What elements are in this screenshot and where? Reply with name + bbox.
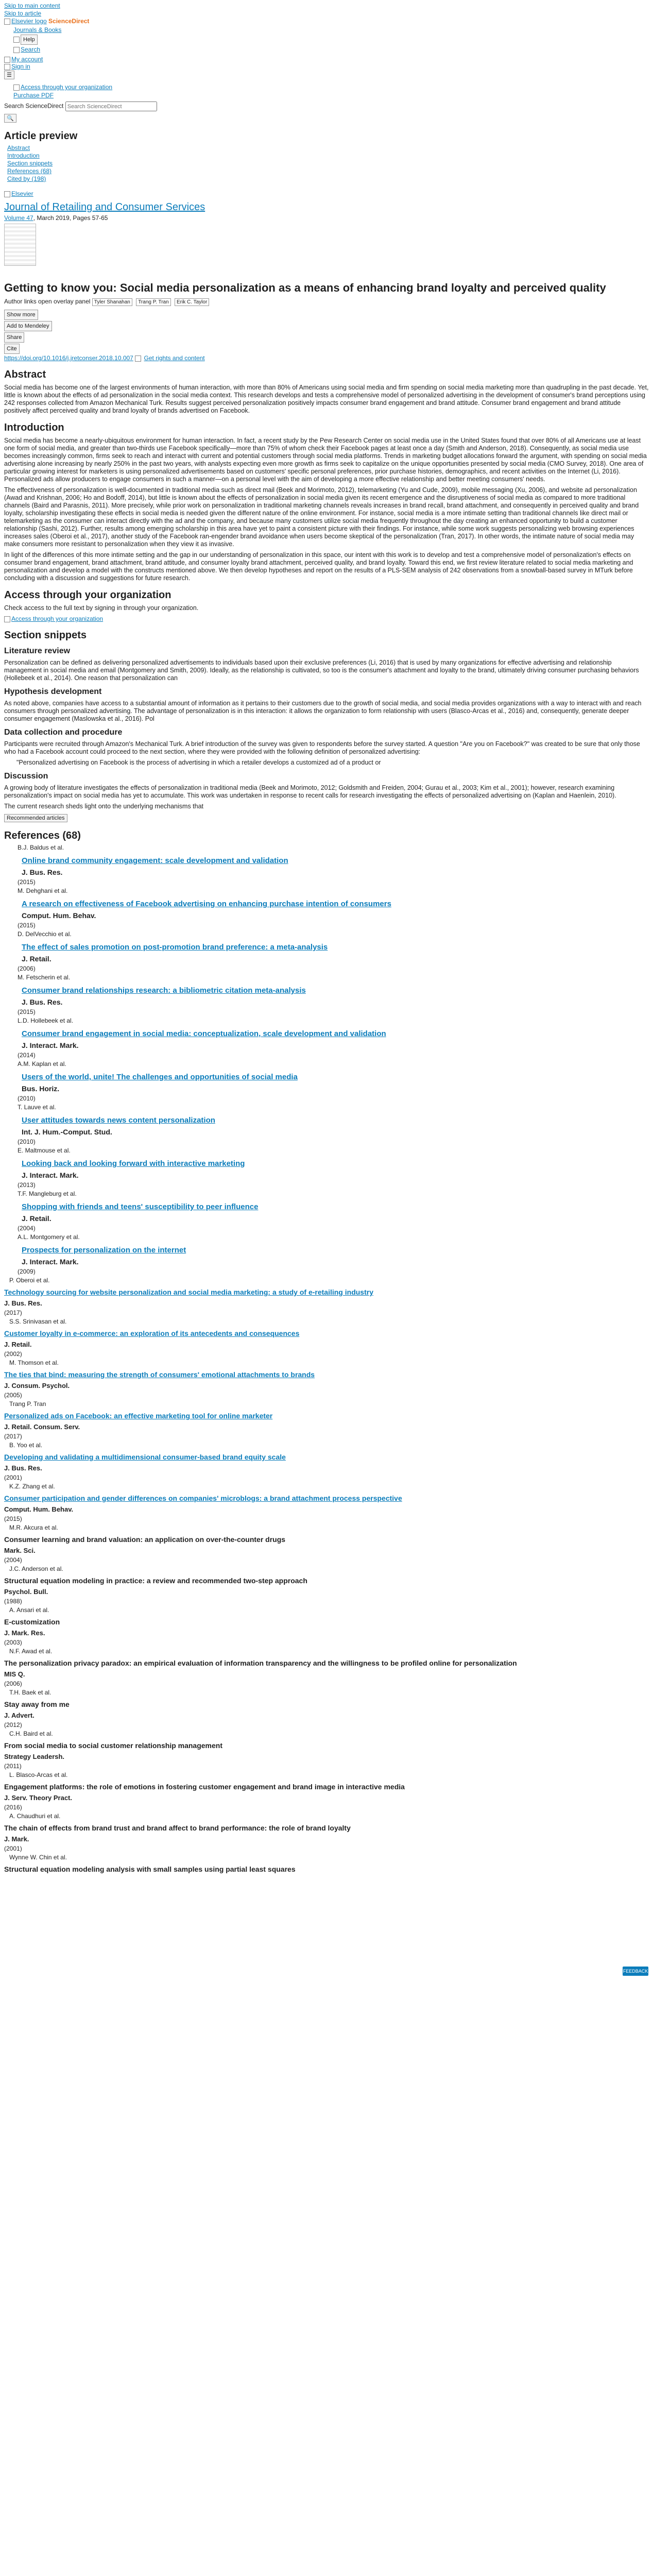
access-text: Check access to the full text by signing in through your organization.	[4, 604, 199, 612]
reference-item	[9, 844, 649, 886]
feedback-button[interactable]: FEEDBACK	[623, 1967, 648, 1976]
journal-title[interactable]: Journal of Retailing and Consumer Services	[4, 201, 205, 213]
institution-icon	[4, 616, 10, 622]
doi-row	[4, 354, 649, 362]
share-button[interactable]: Share	[4, 332, 24, 343]
reference-title-link[interactable]: Prospects for personalization on the internet	[22, 1246, 186, 1255]
reference-year: (2015)	[18, 1008, 36, 1015]
reference-item	[4, 1565, 649, 1605]
reference-journal: Strategy Leadersh.	[4, 1753, 65, 1760]
reference-journal: J. Mark. Res.	[4, 1629, 45, 1637]
rights-link[interactable]: Get rights and content	[144, 354, 205, 362]
reference-journal: J. Serv. Theory Pract.	[4, 1794, 72, 1802]
reference-item	[4, 1689, 649, 1729]
search-label: Search ScienceDirect	[4, 102, 64, 110]
account-area	[4, 56, 649, 80]
reference-authors: L.D. Hollebeek et al.	[18, 1017, 74, 1024]
sciencedirect-logo[interactable]: ScienceDirect	[48, 18, 90, 25]
outline-references[interactable]: References (68)	[7, 167, 52, 175]
reference-title[interactable]: Developing and validating a multidimensional consumer-based brand equity scale	[4, 1453, 286, 1461]
elsevier-link[interactable]: Elsevier	[11, 190, 33, 197]
skip-to-article-link[interactable]: Skip to article	[4, 10, 42, 17]
help-button[interactable]: Help	[21, 35, 38, 45]
reference-year: (2017)	[4, 1309, 22, 1316]
outline-cited-by[interactable]: Cited by (198)	[7, 175, 46, 182]
reference-title: E-customization	[4, 1618, 60, 1626]
abstract-text: Social media has become one of the largest environments of human interaction, with more than 80% of Americans using social media and firm spending on social media marketing more than quadrupling in the past decade. Yet, little is known about the effects of ad personalization in the social media context. This research develops and tests a comprehensive model of personalized advertising in the development of consumer's brand perceptions using 242 responses collected from Amazon Mechanical Turk. Results suggest perceived personalization positively impacts consumer brand engagement and brand attitude. Consumer brand engagement and brand attitude positively affect perceived quality and brand loyalty of brands advertised on Facebook.	[4, 384, 649, 414]
reference-title-link[interactable]: Consumer brand engagement in social media: conceptualization, scale development and validation	[22, 1029, 386, 1038]
author-shanahan[interactable]: Tyler Shanahan	[92, 298, 132, 306]
reference-title: The chain of effects from brand trust and brand affect to brand performance: the role of brand loyalty	[4, 1824, 351, 1832]
reference-year: (2005)	[4, 1392, 22, 1399]
recommended-articles-button[interactable]: Recommended articles	[4, 814, 67, 822]
reference-authors: D. DelVecchio et al.	[18, 930, 72, 938]
hypothesis-text: As noted above, companies have access to a substantial amount of information as it pertains to their customers due to the growth of social media, and social media provides organizations with a way to interact with and reach consumers through personalized advertising. The advantage of personalization is in this interaction: it allows the organization to form relationship with users (Blasco-Arcas et al., 2016) and, consequently, generate deeper consumer engagement (Maslowska et al., 2016). Pol	[4, 700, 642, 722]
reference-authors: B.J. Baldus et al.	[18, 844, 64, 851]
data-collection-text-1: Participants were recruited through Amazon's Mechanical Turk. A brief introduction of the survey was given to respondents before the survey started. A question "Are you on Facebook?" was created to be sure that only those who had a Facebook account could proceed to the next section, where they were provided with the following definition of personalized advertising:	[4, 740, 640, 755]
reference-item	[9, 930, 649, 973]
article-actions	[4, 309, 649, 354]
reference-journal: J. Retail.	[22, 955, 51, 963]
volume-link[interactable]: Volume 47	[4, 214, 33, 222]
reference-item	[4, 1812, 649, 1853]
reference-year: (2001)	[4, 1845, 22, 1852]
discussion-text: A growing body of literature investigates the effects of personalization in traditional media (Beek and Morimoto, 2012; Goldsmith and Freiden, 2004; Gurau et al., 2003; Kim et al., 2001); however, research examining personalization's impact on social media has yet to accumulate. This work was undertaken in response to recent calls for research investigating the effects of personalized advertising on (Kaplan and Haenlein, 2010).	[4, 784, 616, 799]
my-account-link[interactable]: My account	[11, 56, 43, 63]
reference-authors: M.R. Akcura et al.	[9, 1524, 58, 1531]
publisher-logo	[4, 190, 649, 197]
reference-journal: Psychol. Bull.	[4, 1588, 48, 1596]
reference-year: (2017)	[4, 1433, 22, 1440]
reference-title: Engagement platforms: the role of emotions in fostering customer engagement and brand image in interactive media	[4, 1783, 405, 1791]
reference-authors: C.H. Baird et al.	[9, 1730, 53, 1737]
top-nav	[13, 26, 649, 54]
reference-title: From social media to social customer relationship management	[4, 1741, 223, 1750]
hypothesis-heading: Hypothesis development	[4, 687, 102, 696]
reference-title[interactable]: Technology sourcing for website personalization and social media marketing: a study of e-retailing industry	[4, 1288, 373, 1296]
reference-item	[4, 1771, 649, 1811]
reference-journal: J. Advert.	[4, 1711, 35, 1719]
reference-item	[4, 1318, 649, 1358]
abstract-heading: Abstract	[4, 369, 46, 380]
reference-title-link[interactable]: A research on effectiveness of Facebook advertising on enhancing purchase intention of consumers	[22, 900, 391, 908]
section-snippets-heading: Section snippets	[4, 630, 87, 641]
reference-year: (2013)	[18, 1181, 36, 1189]
reference-year: (2010)	[18, 1138, 36, 1145]
access-through-org-link-2[interactable]: Access through your organization	[11, 615, 104, 622]
elsevier-logo-link[interactable]: Elsevier logo	[11, 18, 47, 25]
reference-year: (2001)	[4, 1474, 22, 1481]
author-list	[4, 298, 649, 306]
reference-item	[4, 1854, 649, 1873]
reference-title: Structural equation modeling in practice: a review and recommended two-step approach	[4, 1577, 307, 1585]
reference-authors: T.F. Mangleburg et al.	[18, 1190, 77, 1197]
search-bar	[4, 101, 649, 111]
references-list-b	[4, 1277, 649, 1873]
reference-authors: J.C. Anderson et al.	[9, 1565, 63, 1572]
reference-year: (2003)	[4, 1639, 22, 1646]
reference-year: (2004)	[4, 1556, 22, 1564]
volume-pages: , March 2019, Pages 57-65	[33, 214, 108, 222]
reference-item	[4, 1524, 649, 1564]
reference-title-link[interactable]: The effect of sales promotion on post-promotion brand preference: a meta-analysis	[22, 943, 328, 952]
reference-journal: MIS Q.	[4, 1670, 25, 1678]
reference-authors: Wynne W. Chin et al.	[9, 1854, 67, 1861]
reference-authors: A. Chaudhuri et al.	[9, 1812, 61, 1820]
reference-authors: A.M. Kaplan et al.	[18, 1060, 66, 1067]
show-more-button[interactable]: Show more	[4, 310, 38, 320]
reference-item	[9, 1233, 649, 1276]
outline-introduction[interactable]: Introduction	[7, 152, 40, 159]
reference-authors: M. Dehghani et al.	[18, 887, 68, 894]
reference-year: (2014)	[18, 1052, 36, 1059]
reference-journal: Comput. Hum. Behav.	[4, 1505, 74, 1513]
cite-button[interactable]: Cite	[4, 344, 20, 354]
reference-item	[9, 974, 649, 1016]
reference-item	[9, 1147, 649, 1189]
menu-button[interactable]: ☰	[4, 71, 14, 79]
reference-year: (2015)	[18, 922, 36, 929]
reference-journal: J. Interact. Mark.	[22, 1171, 79, 1179]
skip-links	[4, 2, 649, 18]
outline-abstract[interactable]: Abstract	[7, 144, 30, 151]
reference-year: (2015)	[18, 878, 36, 886]
elsevier-tree-icon	[4, 191, 10, 197]
outline-section-snippets[interactable]: Section snippets	[7, 160, 53, 167]
reference-journal: Comput. Hum. Behav.	[22, 911, 96, 920]
access-options	[13, 83, 649, 99]
reference-item	[4, 1359, 649, 1399]
access-row	[4, 615, 649, 622]
brand-row	[4, 18, 649, 25]
reference-title-link[interactable]: Looking back and looking forward with interactive marketing	[22, 1159, 245, 1168]
volume-info	[4, 214, 649, 222]
reference-authors: A.L. Montgomery et al.	[18, 1233, 80, 1241]
reference-title[interactable]: Consumer participation and gender differences on companies' microblogs: a brand attachment process perspective	[4, 1494, 402, 1502]
access-heading: Access through your organization	[4, 589, 171, 601]
reference-title-link[interactable]: Consumer brand relationships research: a bibliometric citation meta-analysis	[22, 986, 306, 995]
skip-to-main-link[interactable]: Skip to main content	[4, 2, 60, 9]
reference-authors: P. Oberoi et al.	[9, 1277, 50, 1284]
search-link[interactable]: Search	[21, 46, 41, 53]
reference-journal: Int. J. Hum.-Comput. Stud.	[22, 1128, 112, 1136]
reference-authors: T. Lauve et al.	[18, 1104, 56, 1111]
article-title: Getting to know you: Social media personalization as a means of enhancing brand loyalty and perceived quality	[4, 281, 606, 294]
reference-authors: B. Yoo et al.	[9, 1442, 43, 1449]
reference-year: (2004)	[18, 1225, 36, 1232]
reference-title[interactable]: Customer loyalty in e-commerce: an exploration of its antecedents and consequences	[4, 1329, 300, 1337]
reference-title: Consumer learning and brand valuation: an application on over-the-counter drugs	[4, 1535, 286, 1544]
journal-cover-image[interactable]	[4, 224, 36, 266]
reference-journal: J. Bus. Res.	[4, 1299, 42, 1307]
external-link-icon	[135, 355, 141, 362]
reference-item	[9, 887, 649, 929]
reference-item	[9, 1060, 649, 1103]
reference-year: (2016)	[4, 1804, 22, 1811]
data-collection-heading: Data collection and procedure	[4, 728, 123, 737]
article-outline	[7, 144, 649, 183]
reference-item	[9, 1190, 649, 1232]
reference-journal: J. Bus. Res.	[22, 868, 63, 876]
discussion-heading: Discussion	[4, 772, 48, 781]
introduction-paragraph-2: The effectiveness of personalization is well-documented in traditional media such as direct mail (Beek and Morimoto, 2012), telemarketing (Yu and Cude, 2009), mobile messaging (Xu, 2006), and website ad personalization (Awad and Krishnan, 2006; Ho and Bodoff, 2014), but little is known about the effects of personalization in social media given its recent emergence and the disruptiveness of social media as compared to more traditional channels (Baird and Parasnis, 2011). More precisely, while prior work on personalization in traditional marketing channels reveals increases in brand recall, brand attachment, and consequently in perceived quality and brand loyalty, scholarship investigating these effects in social media is needed given the different nature of the online environment. For instance, social media is a more intimate setting than traditional channels like direct mail or telemarketing as the consumer can interact directly with the ad and the company, and because many customers utilize social media frequently throughout the day creating an enhanced opportunity to build a customer relationship (Sashi, 2012). Further, results among emerging scholarship in this area have yet to paint a consistent picture with their findings. For instance, while some work suggests personalizing web browsing experiences increases sales (Oberoi et al., 2017), another study of the Facebook ran-engender brand avoidance when users become skeptical of the personalization (Tran, 2017). In other words, the intimate nature of social media may make consumers more resistant to personalization when they view it as invasive.	[4, 486, 639, 548]
reference-journal: J. Consum. Psychol.	[4, 1382, 70, 1389]
sign-in-icon	[4, 64, 10, 70]
reference-authors: E. Maltmouse et al.	[18, 1147, 71, 1154]
add-to-mendeley-button[interactable]: Add to Mendeley	[4, 321, 52, 331]
reference-journal: J. Bus. Res.	[22, 998, 63, 1006]
reference-item	[4, 1277, 649, 1317]
literature-review-text: Personalization can be defined as delivering personalized advertisements to individuals based upon their exclusive preferences (Li, 2016) that is used by many organizations for effective advertising and relationship management in social media and email (Montgomery and Smith, 2009). Ideally, as the relationship is cultivated, so too is the consumer's attachment and loyalty to the brand, ultimately driving consumer purchasing behaviors (Hollebeek et al., 2014). One reason that personalization can	[4, 659, 639, 682]
data-collection-text-2: "Personalized advertising on Facebook is the process of advertising in which a retailer develops a customized ad of a product or	[16, 759, 381, 766]
reference-title: The personalization privacy paradox: an empirical evaluation of information transparency and the willingness to be profiled online for personalization	[4, 1659, 517, 1667]
reference-authors: M. Fetscherin et al.	[18, 974, 71, 981]
reference-journal: J. Bus. Res.	[4, 1464, 42, 1472]
help-icon	[13, 37, 20, 43]
references-heading: References (68)	[4, 830, 81, 841]
introduction-paragraph-3: In light of the differences of this more intimate setting and the gap in our understanding of personalization in this space, our intent with this work is to develop and test a comprehensive model of personalization's effects on consumer brand engagement, brand attachment, brand attitude, and consumer loyalty brand attachment, perceived quality, and brand loyalty. Toward this end, we first review literature related to social media marketing and personalization and develop a model with the constructs mentioned above. We then develop hypotheses and report on the results of a PLS-SEM analysis of 242 observations from a snowball-based survey in MTurk before concluding with a discussion and suggestions for future research.	[4, 551, 633, 582]
reference-authors: S.S. Srinivasan et al.	[9, 1318, 67, 1325]
reference-item	[4, 1400, 649, 1440]
article-preview-heading: Article preview	[4, 130, 78, 142]
reference-journal: J. Retail.	[4, 1341, 32, 1348]
person-icon	[4, 57, 10, 63]
access-through-org-link[interactable]: Access through your organization	[21, 83, 113, 91]
reference-year: (1988)	[4, 1598, 22, 1605]
reference-title-link[interactable]: Users of the world, unite! The challenges and opportunities of social media	[22, 1073, 298, 1081]
reference-year: (2006)	[18, 965, 36, 972]
search-icon	[13, 47, 20, 53]
reference-journal: Mark. Sci.	[4, 1547, 36, 1554]
references-list-a	[4, 844, 649, 1276]
reference-authors: Trang P. Tran	[9, 1400, 46, 1408]
reference-year: (2012)	[4, 1721, 22, 1728]
reference-title[interactable]: The ties that bind: measuring the strength of consumers' emotional attachments to brands	[4, 1370, 315, 1379]
purchase-pdf-link[interactable]: Purchase PDF	[13, 92, 54, 99]
doi-link[interactable]: https://doi.org/10.1016/j.jretconser.2018.10.007	[4, 354, 133, 362]
reference-item	[9, 1104, 649, 1146]
reference-title-link[interactable]: Shopping with friends and teens' susceptibility to peer influence	[22, 1202, 259, 1211]
reference-item	[4, 1730, 649, 1770]
search-submit-button[interactable]: 🔍	[4, 114, 16, 123]
reference-journal: Bus. Horiz.	[22, 1084, 60, 1093]
reference-title: Stay away from me	[4, 1700, 70, 1708]
reference-journal: J. Retail. Consum. Serv.	[4, 1423, 80, 1431]
nav-journals-books[interactable]: Journals & Books	[13, 26, 62, 33]
reference-authors: M. Thomson et al.	[9, 1359, 59, 1366]
literature-review-heading: Literature review	[4, 647, 71, 655]
reference-journal: J. Interact. Mark.	[22, 1041, 79, 1049]
reference-year: (2002)	[4, 1350, 22, 1358]
institution-icon	[13, 84, 20, 91]
reference-authors: K.Z. Zhang et al.	[9, 1483, 55, 1490]
reference-authors: A. Ansari et al.	[9, 1606, 49, 1614]
search-input[interactable]	[65, 101, 157, 111]
reference-item	[9, 1017, 649, 1059]
author-taylor[interactable]: Erik C. Taylor	[175, 298, 209, 306]
reference-item	[4, 1442, 649, 1482]
reference-item	[4, 1483, 649, 1523]
reference-year: (2015)	[4, 1515, 22, 1522]
reference-title[interactable]: Personalized ads on Facebook: an effective marketing tool for online marketer	[4, 1412, 273, 1420]
reference-authors: T.H. Baek et al.	[9, 1689, 51, 1696]
reference-year: (2011)	[4, 1762, 22, 1770]
introduction-heading: Introduction	[4, 422, 64, 433]
reference-year: (2006)	[4, 1680, 22, 1687]
sign-in-link[interactable]: Sign in	[11, 63, 30, 70]
reference-journal: J. Interact. Mark.	[22, 1258, 79, 1266]
reference-title-link[interactable]: Online brand community engagement: scale development and validation	[22, 856, 288, 865]
reference-journal: J. Mark.	[4, 1835, 29, 1843]
discussion-text-2: The current research sheds light onto the underlying mechanisms that	[4, 803, 204, 810]
reference-year: (2010)	[18, 1095, 36, 1102]
reference-journal: J. Retail.	[22, 1214, 51, 1223]
reference-year: (2009)	[18, 1268, 36, 1275]
reference-item	[4, 1606, 649, 1647]
reference-title: Structural equation modeling analysis with small samples using partial least squares	[4, 1865, 296, 1873]
author-tran[interactable]: Trang P. Tran	[136, 298, 170, 306]
reference-title-link[interactable]: User attitudes towards news content personalization	[22, 1116, 215, 1125]
reference-item	[4, 1648, 649, 1688]
elsevier-logo[interactable]	[4, 19, 10, 25]
reference-authors: L. Blasco-Arcas et al.	[9, 1771, 68, 1778]
introduction-paragraph-1: Social media has become a nearly-ubiquitous environment for human interaction. In fact, a recent study by the Pew Research Center on social media use in the United States found that over 80% of all Americans use at least one form of social media, and greater than two-thirds use Facebook specifically—more than 75% of whom check their Facebook pages at least once a day (Smith and Anderson, 2018). Consequently, as social media use becomes increasingly common, firms seek to reach and interact with current and potential customers through social media platforms. Trends in marketing budget allocations forward the argument, with spending on social media advertising alone increasing by nearly 250% in the past two years, with analysts expecting even more growth as firms seek to capitalize on the unique opportunities presented by social media (CMO Survey, 2018). One area of particular growing interest for marketers is using personalized advertisements based on customers' specific personal preferences, prior purchase histories, demographics, and recent activities on the Internet (Li, 2016). Personalized ads allow producers to engage consumers in such a manner—on a personal level with the aim of developing a more effective relationship and better meeting consumers' needs.	[4, 437, 647, 483]
reference-authors: N.F. Awad et al.	[9, 1648, 53, 1655]
author-links-label: Author links open overlay panel	[4, 298, 91, 305]
